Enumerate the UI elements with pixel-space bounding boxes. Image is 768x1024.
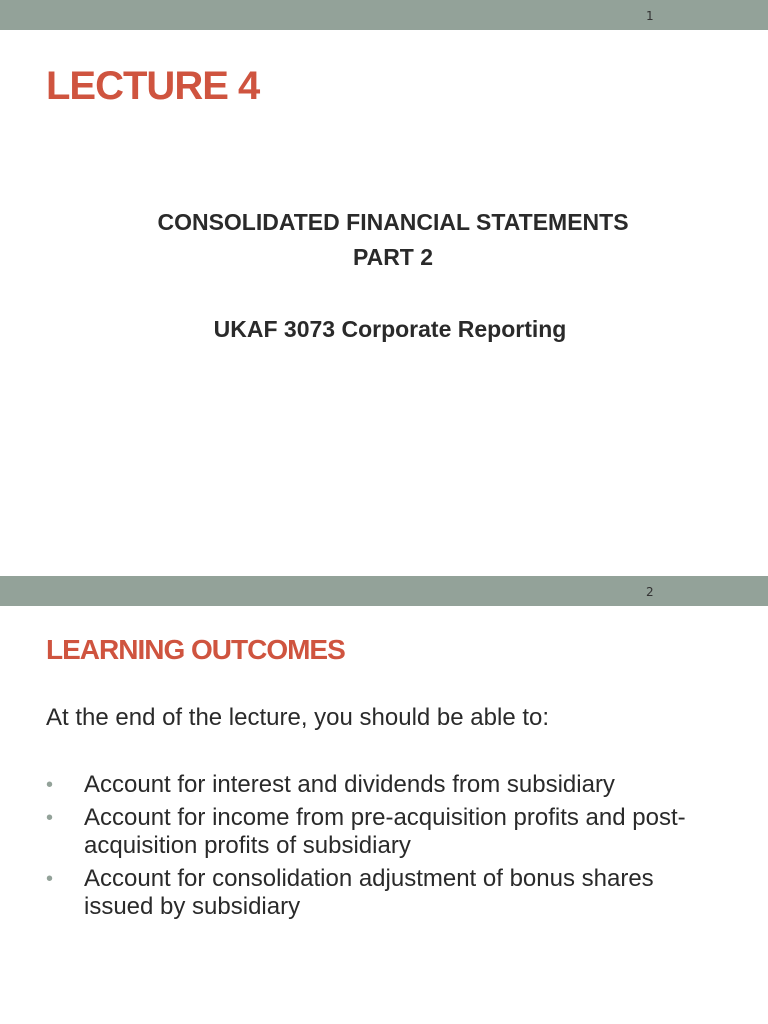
bullet-icon: • bbox=[46, 774, 54, 796]
list-item bbox=[46, 771, 726, 799]
lecture-title: LECTURE 4 bbox=[46, 64, 260, 108]
slide-2 bbox=[0, 576, 768, 1024]
slide-number: 1 bbox=[646, 9, 654, 23]
list-item bbox=[46, 865, 726, 921]
list-item bbox=[46, 804, 726, 860]
learning-outcomes-list bbox=[46, 771, 726, 926]
subtitle-block bbox=[0, 205, 768, 275]
list-item-text: Account for interest and dividends from subsidiary bbox=[84, 771, 615, 798]
learning-outcomes-title: LEARNING OUTCOMES bbox=[46, 634, 345, 665]
slide-header-bar bbox=[0, 0, 768, 30]
course-name: UKAF 3073 Corporate Reporting bbox=[213, 316, 567, 342]
subtitle-line-1: CONSOLIDATED FINANCIAL STATEMENTS bbox=[157, 209, 629, 235]
list-item-text: Account for income from pre-acquisition profits and post-acquisition profits of subsidiary bbox=[84, 804, 686, 859]
slide-header-bar bbox=[0, 576, 768, 606]
bullet-icon: • bbox=[46, 807, 54, 829]
list-item-text: Account for consolidation adjustment of bonus shares issued by subsidiary bbox=[84, 865, 654, 920]
intro-text: At the end of the lecture, you should be able to: bbox=[46, 704, 550, 731]
subtitle-line-2: PART 2 bbox=[352, 244, 434, 270]
slide-number: 2 bbox=[646, 585, 654, 599]
bullet-icon: • bbox=[46, 868, 54, 890]
